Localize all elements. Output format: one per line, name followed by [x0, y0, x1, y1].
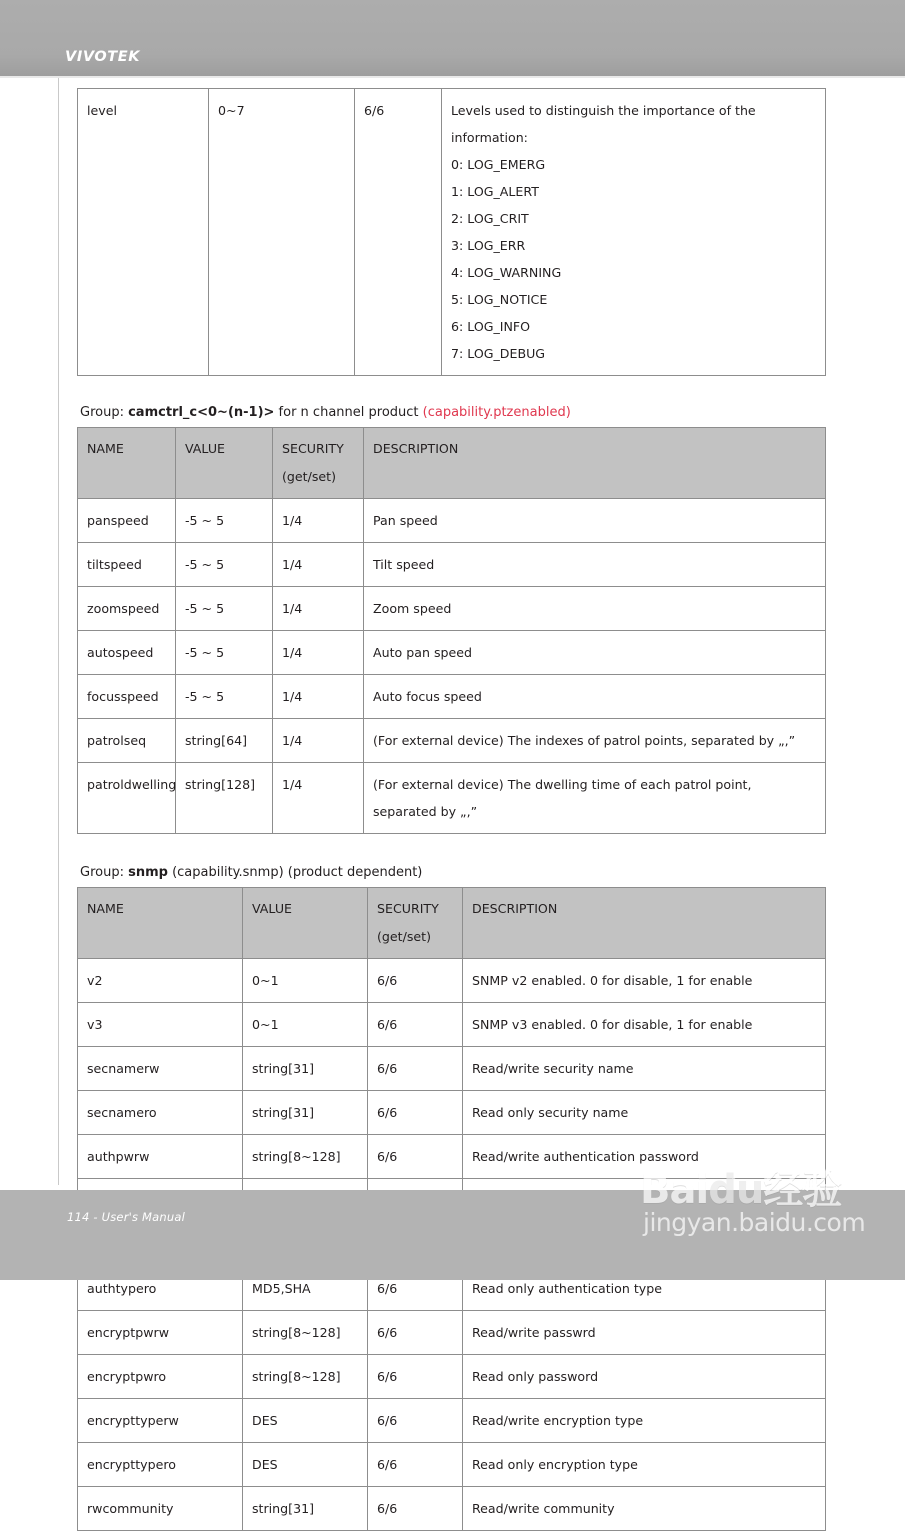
table-row	[78, 587, 826, 631]
cell-security: 6/6	[368, 1003, 463, 1047]
cell-name: v2	[78, 959, 243, 1003]
table-row	[78, 719, 826, 763]
spacer	[77, 834, 825, 864]
snmp-group-caption	[80, 864, 825, 881]
desc-line: 5: LOG_NOTICE	[451, 292, 548, 307]
group-prefix: Group:	[80, 865, 129, 880]
table-row	[78, 1003, 826, 1047]
cell-description: Read only authentication type	[463, 1267, 826, 1311]
page-footer-band	[0, 1190, 905, 1280]
cell-security: 6/6	[368, 1091, 463, 1135]
cell-description: (For external device) The dwelling time of each patrol point, separated by „,”	[364, 763, 826, 834]
table-row	[78, 1443, 826, 1487]
table-row	[78, 1311, 826, 1355]
cell-description	[442, 89, 826, 376]
group-prefix: Group:	[80, 405, 129, 420]
table-header-row	[78, 888, 826, 959]
watermark-cn: 经验	[763, 1167, 842, 1213]
cell-value: -5 ~ 5	[176, 587, 273, 631]
group-name: camctrl_c<0~(n-1)>	[128, 405, 275, 420]
cell-value: -5 ~ 5	[176, 631, 273, 675]
vivotek-logo: VIVOTEK	[65, 49, 141, 65]
desc-line: 3: LOG_ERR	[451, 238, 526, 253]
cell-description: Read only password	[463, 1355, 826, 1399]
cell-security: 1/4	[273, 763, 364, 834]
cell-name: authtypero	[78, 1267, 243, 1311]
table-row	[78, 675, 826, 719]
spacer	[77, 376, 825, 404]
desc-line: Levels used to distinguish the importance of the	[451, 103, 756, 118]
cell-description: Read only encryption type	[463, 1443, 826, 1487]
cell-value: DES	[243, 1443, 368, 1487]
desc-line: 7: LOG_DEBUG	[451, 346, 546, 361]
cell-name: v3	[78, 1003, 243, 1047]
table-row	[78, 1399, 826, 1443]
cell-name: secnamero	[78, 1091, 243, 1135]
desc-line: 1: LOG_ALERT	[451, 184, 539, 199]
col-header-security-main: SECURITY	[377, 901, 439, 916]
cell-name: encrypttypero	[78, 1443, 243, 1487]
table-row	[78, 543, 826, 587]
watermark-bai: Bai	[640, 1167, 709, 1213]
camctrl-table	[77, 427, 826, 834]
table-row	[78, 1135, 826, 1179]
cell-name: tiltspeed	[78, 543, 176, 587]
cell-security: 1/4	[273, 499, 364, 543]
cell-description: Read/write security name	[463, 1047, 826, 1091]
watermark-du: du	[708, 1167, 764, 1213]
cell-description: Read/write encryption type	[463, 1399, 826, 1443]
cell-value: string[8~128]	[243, 1135, 368, 1179]
cell-name: secnamerw	[78, 1047, 243, 1091]
col-header-description: DESCRIPTION	[463, 888, 826, 959]
cell-name: rwcommunity	[78, 1487, 243, 1531]
cell-security: 6/6	[368, 959, 463, 1003]
cell-value: string[64]	[176, 719, 273, 763]
page-content	[77, 88, 825, 1531]
col-header-name: NAME	[78, 888, 243, 959]
table-row	[78, 499, 826, 543]
table-row	[78, 1047, 826, 1091]
cell-security: 6/6	[355, 89, 442, 376]
cell-description: Read/write passwrd	[463, 1311, 826, 1355]
cell-value: DES	[243, 1399, 368, 1443]
cell-security: 1/4	[273, 719, 364, 763]
cell-name: panspeed	[78, 499, 176, 543]
cell-description: Read/write authentication password	[463, 1135, 826, 1179]
cell-description: Read only security name	[463, 1091, 826, 1135]
cell-value: string[31]	[243, 1091, 368, 1135]
log-level-table	[77, 88, 826, 376]
camctrl-group-caption	[80, 404, 825, 421]
cell-description: SNMP v2 enabled. 0 for disable, 1 for enable	[463, 959, 826, 1003]
page-number-label: 114 - User's Manual	[67, 1210, 186, 1224]
cell-name: patrolseq	[78, 719, 176, 763]
cell-name: encryptpwro	[78, 1355, 243, 1399]
col-header-security-sub: (get/set)	[377, 929, 431, 944]
cell-security: 1/4	[273, 675, 364, 719]
desc-line: 4: LOG_WARNING	[451, 265, 562, 280]
cell-value: -5 ~ 5	[176, 499, 273, 543]
cell-description: Read/write community	[463, 1487, 826, 1531]
cell-name: encryptpwrw	[78, 1311, 243, 1355]
group-middle: for n channel product	[274, 405, 423, 420]
table-row	[78, 1091, 826, 1135]
cell-name: authpwrw	[78, 1135, 243, 1179]
cell-description: Auto focus speed	[364, 675, 826, 719]
table-row	[78, 1487, 826, 1531]
cell-name: zoomspeed	[78, 587, 176, 631]
cell-value: -5 ~ 5	[176, 543, 273, 587]
cell-value: -5 ~ 5	[176, 675, 273, 719]
cell-name: patroldwelling	[78, 763, 176, 834]
cell-security: 1/4	[273, 543, 364, 587]
cell-security: 6/6	[368, 1047, 463, 1091]
col-header-description: DESCRIPTION	[364, 428, 826, 499]
cell-value: string[31]	[243, 1487, 368, 1531]
cell-security: 1/4	[273, 631, 364, 675]
col-header-value: VALUE	[176, 428, 273, 499]
col-header-security-main: SECURITY	[282, 441, 344, 456]
cell-name: focusspeed	[78, 675, 176, 719]
table-row	[78, 1355, 826, 1399]
table-row	[78, 959, 826, 1003]
table-row	[78, 763, 826, 834]
cell-name: encrypttyperw	[78, 1399, 243, 1443]
cell-description: SNMP v3 enabled. 0 for disable, 1 for enable	[463, 1003, 826, 1047]
cell-security: 1/4	[273, 587, 364, 631]
cell-value: string[31]	[243, 1047, 368, 1091]
col-header-security-sub: (get/set)	[282, 469, 336, 484]
cell-security: 6/6	[368, 1443, 463, 1487]
cell-security: 6/6	[368, 1135, 463, 1179]
group-capability: (capability.ptzenabled)	[422, 405, 571, 420]
table-header-row	[78, 428, 826, 499]
group-middle: (capability.snmp) (product dependent)	[167, 865, 423, 880]
cell-security: 6/6	[368, 1487, 463, 1531]
cell-description: Tilt speed	[364, 543, 826, 587]
group-name: snmp	[128, 865, 168, 880]
cell-value: 0~1	[243, 959, 368, 1003]
cell-security: 6/6	[368, 1355, 463, 1399]
cell-value: MD5,SHA	[243, 1267, 368, 1311]
cell-value: string[8~128]	[243, 1355, 368, 1399]
cell-value: string[128]	[176, 763, 273, 834]
desc-line: 6: LOG_INFO	[451, 319, 531, 334]
desc-line: 0: LOG_EMERG	[451, 157, 546, 172]
header-divider	[0, 76, 905, 78]
desc-line: information:	[451, 130, 528, 145]
col-header-security	[273, 428, 364, 499]
table-row	[78, 89, 826, 376]
cell-security: 6/6	[368, 1267, 463, 1311]
cell-description: Pan speed	[364, 499, 826, 543]
cell-description: (For external device) The indexes of patrol points, separated by „,”	[364, 719, 826, 763]
desc-line: 2: LOG_CRIT	[451, 211, 529, 226]
col-header-name: NAME	[78, 428, 176, 499]
cell-name: level	[78, 89, 209, 376]
cell-security: 6/6	[368, 1311, 463, 1355]
camctrl-table-body	[78, 499, 826, 834]
left-margin-rule	[58, 78, 59, 1185]
watermark-url: jingyan.baidu.com	[643, 1208, 866, 1237]
page-header-band	[0, 0, 905, 76]
col-header-value: VALUE	[243, 888, 368, 959]
cell-description: Zoom speed	[364, 587, 826, 631]
cell-description: Auto pan speed	[364, 631, 826, 675]
cell-security: 6/6	[368, 1399, 463, 1443]
cell-name: autospeed	[78, 631, 176, 675]
cell-value: 0~1	[243, 1003, 368, 1047]
table-row	[78, 631, 826, 675]
col-header-security	[368, 888, 463, 959]
cell-value: 0~7	[209, 89, 355, 376]
cell-value: string[8~128]	[243, 1311, 368, 1355]
